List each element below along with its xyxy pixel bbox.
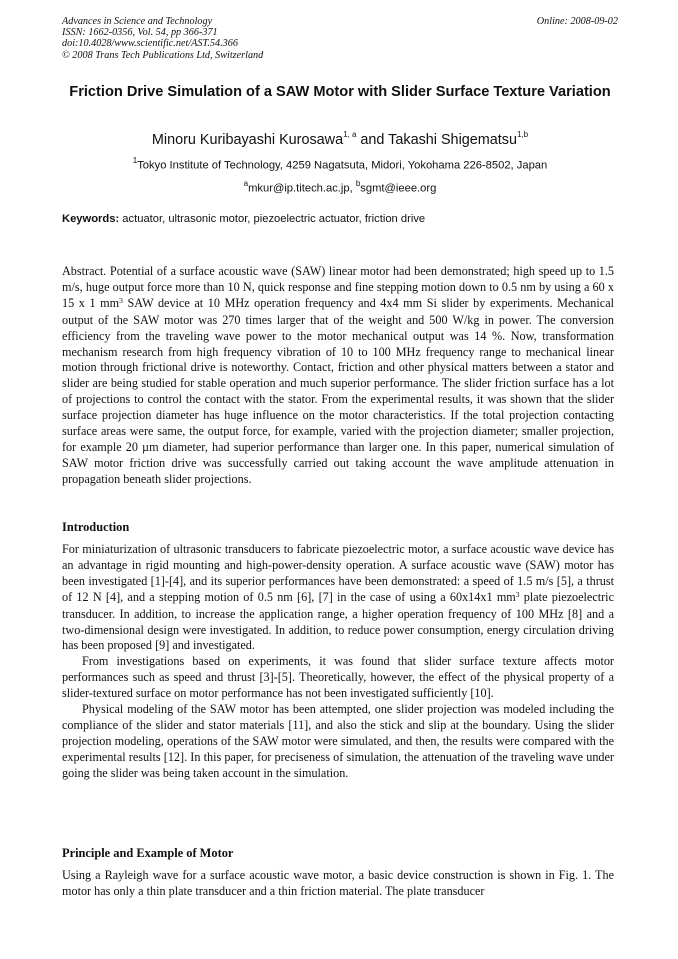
online-date: Online: 2008-09-02 bbox=[536, 16, 618, 27]
affiliation bbox=[62, 155, 618, 173]
abstract-text-2: SAW device at 10 MHz operation frequency and 4x4 mm Si slider by experiments. Mechanical output of the SAW motor was 270 times larger that of the weight and 500 W/kg in power. The conversion efficiency from the traveling wave power to the motor mechanical output was 14 %. Now, transformation mechanism research from high frequency vibration of 10 to 100 MHz frequency range to mechanical linear motion through frictional drive is noteworthy. Contact, friction and other physical matters between a stator and slider are being studied for stable operation and much superior performance. The slider friction surface has a lot of projections to control the contact with the stator. From the experimental results, it was shown that the slider surface projection diameter has huge influence on the motor characteristics. If the total projection contacting surface areas were same, the output force, for example, varied with the projection diameter; smaller projection, for example 20 µm diameter, had superior performance than larger one. In this paper, numerical simulation of SAW motor friction drive was successfully carried out taking account the wave amplitude attenuation in propagation beneath slider projections. bbox=[62, 295, 614, 486]
section-heading-principle: Principle and Example of Motor bbox=[62, 846, 234, 860]
intro-paragraph-1 bbox=[62, 542, 614, 654]
abstract-superscript: 3 bbox=[119, 295, 123, 305]
section-heading-introduction: Introduction bbox=[62, 520, 130, 534]
journal-issn: ISSN: 1662-0356, Vol. 54, pp 366-371 bbox=[62, 27, 218, 39]
journal-copyright: © 2008 Trans Tech Publications Ltd, Switzerland bbox=[62, 49, 264, 61]
author-line bbox=[62, 127, 618, 149]
intro-p1-superscript: 3 bbox=[515, 589, 520, 599]
introduction-body bbox=[62, 542, 614, 782]
intro-paragraph-2: From investigations based on experiments, it was found that slider surface texture affects motor performances such as speed and thrust [3]-[5]. Theoretically, however, the effect of the physical property of a slider-textured surface on motor performance has not been investigated sufficiently [10]. bbox=[62, 654, 614, 701]
author-2: Takashi Shigematsu bbox=[388, 131, 517, 148]
email-a: mkur@ip.titech.ac.jp, bbox=[248, 182, 356, 195]
affiliation-marker: 1 bbox=[132, 156, 138, 165]
author-1: Minoru Kuribayashi Kurosawa bbox=[151, 131, 344, 148]
abstract-text-1: Abstract. Potential of a surface acoustic wave (SAW) linear motor had been demonstrated; high speed up to 1.5 m/s, huge output force more than 10 N, quick response and fine stepping motion down to 0.5 nm by using a 60 x 15 x 1 mm bbox=[62, 264, 614, 310]
paper-title: Friction Drive Simulation of a SAW Motor with Slider Surface Texture Variation bbox=[69, 84, 611, 100]
keywords bbox=[62, 212, 618, 226]
email-b-marker: b bbox=[355, 179, 361, 188]
email-line bbox=[62, 178, 618, 196]
keywords-label: Keywords: bbox=[62, 213, 120, 225]
intro-p1-text-1: For miniaturization of ultrasonic transducers to fabricate piezoelectric motor, a surface acoustic wave device has an advantage in rigid mounting and high-power-density operation. A surface acoustic wave (SAW) motor has been investigated [1]-[4], and its superior performances have been demonstrated: a speed of 1.5 m/s [5], a thrust of 12 N [4], and a stepping motion of 0.5 nm [6], [7] in the case of using a 60x14x1 mm bbox=[62, 542, 614, 604]
intro-p1-text-2: plate piezoelectric transducer. In addition, to increase the application range, a higher operation frequency of 100 MHz [8] and a two-dimensional design were investigated. In addition, to reduce power consumption, energy circulation driving has been proposed [9] and investigated. bbox=[62, 589, 614, 653]
journal-doi: doi:10.4028/www.scientific.net/AST.54.366 bbox=[62, 38, 238, 50]
email-a-marker: a bbox=[243, 179, 249, 188]
affiliation-text: Tokyo Institute of Technology, 4259 Nagatsuta, Midori, Yokohama 226-8502, Japan bbox=[137, 159, 548, 172]
author-2-affil: 1,b bbox=[516, 130, 529, 139]
email-b: sgmt@ieee.org bbox=[360, 182, 437, 195]
author-conjunction: and bbox=[356, 131, 389, 148]
abstract bbox=[62, 264, 614, 488]
keywords-text: actuator, ultrasonic motor, piezoelectric actuator, friction drive bbox=[119, 213, 426, 225]
journal-name: Advances in Science and Technology bbox=[62, 16, 213, 27]
intro-paragraph-3: Physical modeling of the SAW motor has been attempted, one slider projection was modeled including the compliance of the slider and stator materials [11], and also the stick and slip at the boundary. Using the slider projection modeling, operations of the SAW motor were simulated, and then, the results were compared with the experimental results [12]. In this paper, for preciseness of simulation, the attenuation of the traveling wave under going the slider was being taken account in the simulation. bbox=[62, 702, 614, 780]
journal-header bbox=[62, 16, 618, 61]
principle-paragraph-1: Using a Rayleigh wave for a surface acoustic wave motor, a basic device construction is shown in Fig. 1. The motor has only a thin plate transducer and a thin friction material. The plate transducer bbox=[62, 868, 614, 898]
author-1-affil: 1, a bbox=[343, 130, 357, 139]
